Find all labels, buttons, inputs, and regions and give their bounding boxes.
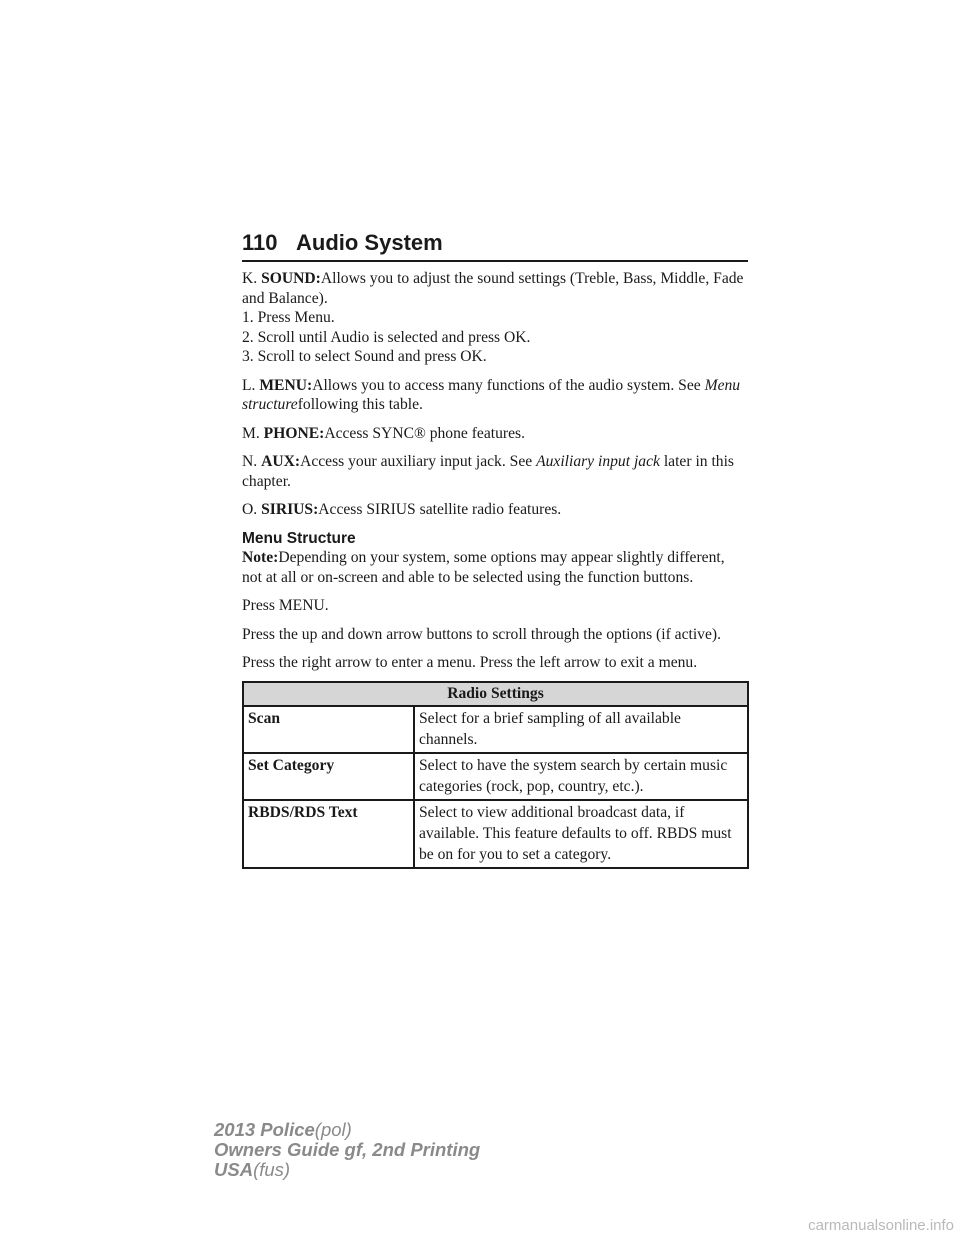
page-content (242, 269, 748, 869)
item-o-desc: Access SIRIUS satellite radio features. (318, 501, 562, 518)
page-header (242, 230, 748, 262)
note-text: Depending on your system, some options may appear slightly different, not at all or on-screen and able to be selected using the function buttons. (242, 549, 725, 586)
item-m-desc: Access SYNC® phone features. (324, 424, 525, 442)
item-o-term: SIRIUS: (261, 501, 319, 518)
footer-line-2 (214, 1140, 480, 1160)
footer (214, 1120, 480, 1180)
setting-name: Scan (243, 706, 414, 753)
item-l-desc-after: following this table. (297, 396, 423, 413)
item-n (242, 452, 748, 491)
item-m (242, 424, 748, 444)
item-o (242, 500, 748, 520)
item-l-letter: L. (242, 376, 256, 394)
footer-model: 2013 Police (214, 1119, 315, 1140)
note (242, 548, 748, 587)
setting-name: Set Category (243, 753, 414, 800)
footer-guide: Owners Guide gf, 2nd Printing (214, 1139, 481, 1160)
table-row (243, 706, 748, 753)
item-k-step-2: 2. Scroll until Audio is selected and press OK. (242, 328, 531, 346)
setting-description: Select for a brief sampling of all available channels. (414, 706, 748, 753)
menu-structure-link[interactable]: Menu structure (242, 376, 741, 413)
item-k-step-1: 1. Press Menu. (242, 309, 335, 326)
watermark: carmanualsonline.info (808, 1217, 954, 1234)
footer-line-1 (214, 1120, 480, 1140)
table-row (243, 753, 748, 800)
item-n-letter: N. (242, 453, 258, 470)
item-m-term: PHONE: (263, 424, 325, 442)
radio-settings-table (242, 681, 749, 869)
item-l-desc: Allows you to access many functions of the audio system. See (312, 376, 701, 394)
footer-market: USA (214, 1159, 254, 1180)
setting-description: Select to view additional broadcast data, if available. This feature defaults to off. RBDS must be on for you to set a category. (414, 800, 748, 868)
page-number: 110 (242, 230, 278, 255)
table-row (243, 800, 748, 868)
footer-market-code: (fus) (253, 1159, 291, 1180)
item-k-text (242, 269, 748, 308)
item-n-desc-after: later in this chapter. (242, 453, 735, 490)
paragraph-press-menu: Press MENU. (242, 597, 329, 614)
paragraph-arrow-scroll: Press the up and down arrow buttons to scroll through the options (if active). (242, 625, 721, 643)
item-o-letter: O. (242, 501, 258, 518)
item-k-step-3: 3. Scroll to select Sound and press OK. (242, 348, 487, 365)
page-title: Audio System (296, 230, 443, 255)
item-k-letter: K. (242, 270, 258, 287)
menu-structure-heading: Menu Structure (242, 529, 356, 547)
item-n-term: AUX: (261, 453, 301, 470)
auxiliary-input-jack-link[interactable]: Auxiliary input jack (536, 453, 660, 470)
item-k-term: SOUND: (261, 270, 321, 287)
paragraph-arrow-enter-exit: Press the right arrow to enter a menu. Press the left arrow to exit a menu. (242, 654, 698, 671)
item-l-term: MENU: (259, 376, 313, 394)
item-m-letter: M. (242, 424, 260, 442)
footer-line-3 (214, 1160, 480, 1180)
item-n-desc: Access your auxiliary input jack. See (300, 453, 533, 470)
item-l (242, 376, 748, 415)
setting-name: RBDS/RDS Text (243, 800, 414, 868)
table-header: Radio Settings (243, 682, 748, 706)
note-label: Note: (242, 549, 279, 566)
header-rule (242, 260, 748, 262)
setting-description: Select to have the system search by certain music categories (rock, pop, country, etc.). (414, 753, 748, 800)
footer-model-code: (pol) (314, 1119, 352, 1140)
item-k-desc: Allows you to adjust the sound settings (Treble, Bass, Middle, Fade and Balance). (242, 270, 744, 307)
table-header-row (243, 682, 748, 706)
